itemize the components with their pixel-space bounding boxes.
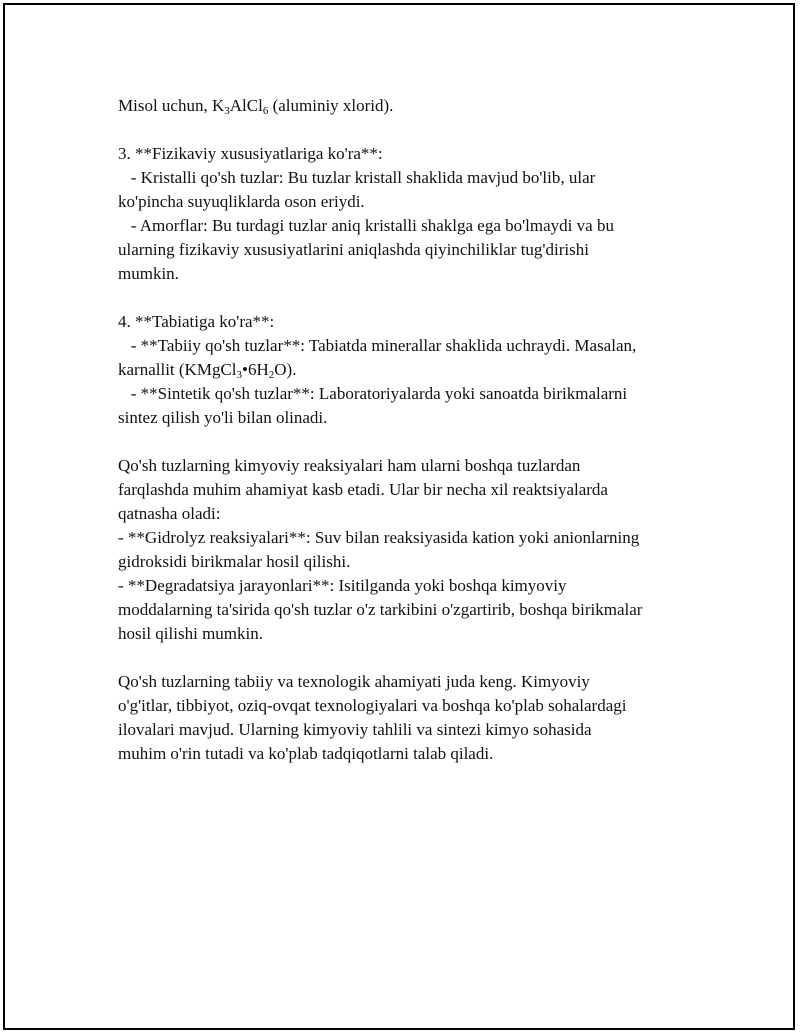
subscript: 2 <box>268 369 275 381</box>
text-line <box>118 214 708 238</box>
text-line <box>118 382 708 406</box>
paragraph-gap <box>118 430 708 454</box>
text-run: - Amorflar: Bu turdagi tuzlar aniq kristalli shaklga ega bo'lmaydi va bu <box>118 216 614 235</box>
text-run: muhim o'rin tutadi va ko'plab tadqiqotlarni talab qiladi. <box>118 744 494 763</box>
paragraph <box>118 142 708 286</box>
text-run: 4. **Tabiatiga ko'ra**: <box>118 312 275 331</box>
text-line <box>118 94 708 118</box>
text-line <box>118 358 708 382</box>
text-run: gidroksidi birikmalar hosil qilishi. <box>118 552 351 571</box>
document-body <box>118 94 708 766</box>
text-run: ilovalari mavjud. Ularning kimyoviy tahlili va sintezi kimyo sohasida <box>118 720 592 739</box>
subscript: 3 <box>224 105 230 117</box>
text-run: - **Sintetik qo'sh tuzlar**: Laboratoriyalarda yoki sanoatda birikmalarni <box>118 384 628 403</box>
text-line <box>118 598 708 622</box>
paragraph-gap <box>118 286 708 310</box>
paragraph <box>118 454 708 646</box>
text-run: 3. **Fizikaviy xususiyatlariga ko'ra**: <box>118 144 383 163</box>
text-line <box>118 478 708 502</box>
text-run: •6H <box>242 360 269 379</box>
paragraph <box>118 310 708 430</box>
text-run: o'g'itlar, tibbiyot, oziq-ovqat texnologiyalari va boshqa ko'plab sohalardagi <box>118 696 627 715</box>
text-run: Qo'sh tuzlarning tabiiy va texnologik ahamiyati juda keng. Kimyoviy <box>118 672 590 691</box>
text-line <box>118 166 708 190</box>
text-line <box>118 406 708 430</box>
text-line <box>118 502 708 526</box>
text-line <box>118 718 708 742</box>
text-run: sintez qilish yo'li bilan olinadi. <box>118 408 328 427</box>
text-line <box>118 262 708 286</box>
text-line <box>118 670 708 694</box>
text-run: O). <box>274 360 297 379</box>
text-run: Qo'sh tuzlarning kimyoviy reaksiyalari ham ularni boshqa tuzlardan <box>118 456 581 475</box>
text-run: ko'pincha suyuqliklarda oson eriydi. <box>118 192 365 211</box>
text-run: - **Gidrolyz reaksiyalari**: Suv bilan reaksiyasida kation yoki anionlarning <box>118 528 640 547</box>
text-line <box>118 622 708 646</box>
text-run: moddalarning ta'sirida qo'sh tuzlar o'z tarkibini o'zgartirib, boshqa birikmalar <box>118 600 643 619</box>
text-line <box>118 550 708 574</box>
text-line <box>118 742 708 766</box>
text-run: farqlashda muhim ahamiyat kasb etadi. Ular bir necha xil reaktsiyalarda <box>118 480 608 499</box>
paragraph-gap <box>118 118 708 142</box>
text-line <box>118 454 708 478</box>
text-line <box>118 334 708 358</box>
text-line <box>118 526 708 550</box>
text-line <box>118 574 708 598</box>
paragraph-gap <box>118 646 708 670</box>
paragraph <box>118 94 708 118</box>
subscript: 6 <box>262 105 269 117</box>
text-run: - Kristalli qo'sh tuzlar: Bu tuzlar kristall shaklida mavjud bo'lib, ular <box>118 168 596 187</box>
text-run: mumkin. <box>118 264 179 283</box>
text-run: (aluminiy xlorid). <box>268 96 394 115</box>
text-line <box>118 238 708 262</box>
text-run: hosil qilishi mumkin. <box>118 624 263 643</box>
text-run: AlCl <box>229 96 263 115</box>
text-line <box>118 694 708 718</box>
text-line <box>118 310 708 334</box>
text-run: - **Degradatsiya jarayonlari**: Isitilganda yoki boshqa kimyoviy <box>118 576 567 595</box>
text-line <box>118 142 708 166</box>
text-line <box>118 190 708 214</box>
text-run: ularning fizikaviy xususiyatlarini aniqlashda qiyinchiliklar tug'dirishi <box>118 240 589 259</box>
text-run: qatnasha oladi: <box>118 504 221 523</box>
text-run: karnallit (KMgCl <box>118 360 237 379</box>
subscript: 3 <box>236 369 243 381</box>
text-run: Misol uchun, K <box>118 96 225 115</box>
paragraph <box>118 670 708 766</box>
text-run: - **Tabiiy qo'sh tuzlar**: Tabiatda minerallar shaklida uchraydi. Masalan, <box>118 336 637 355</box>
